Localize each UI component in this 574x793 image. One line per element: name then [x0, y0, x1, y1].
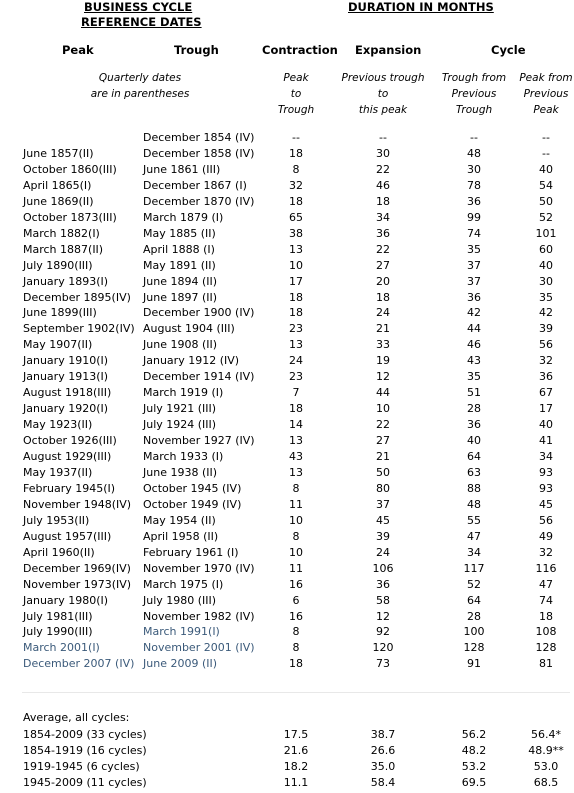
peak-cell: November 1948(IV) — [23, 497, 132, 511]
cycle-trough-cell: 55 — [467, 513, 481, 527]
contraction-cell: 43 — [289, 450, 303, 463]
contraction-cell: 18 — [289, 146, 303, 160]
cycle-trough-cell: 34 — [467, 545, 481, 559]
cycle-peak-cell: 18 — [539, 609, 553, 623]
expansion-cell: 39 — [376, 529, 390, 543]
expansion-cell: 92 — [376, 625, 390, 639]
trough-cell: December 1858 (IV) — [143, 146, 255, 160]
cycle-peak-cell: 50 — [539, 194, 553, 208]
expansion-cell: 22 — [376, 242, 390, 256]
contraction-cell: 18 — [289, 194, 303, 208]
expansion-cell: 26.6 — [370, 744, 396, 757]
average-row — [0, 775, 574, 791]
table-row — [0, 337, 574, 353]
cycle-trough-cell: 88 — [467, 481, 481, 495]
contraction-cell: 18 — [289, 290, 303, 304]
cycle-trough-cell: 63 — [467, 465, 481, 479]
averages-label: Average, all cycles: — [23, 711, 130, 724]
cycle-peak-cell: 30 — [539, 274, 553, 288]
trough-cell: June 1908 (II) — [143, 338, 218, 352]
table-row — [0, 130, 574, 146]
table-row — [0, 513, 574, 529]
expansion-cell: 45 — [376, 513, 390, 527]
table-row — [0, 481, 574, 497]
table-row — [0, 624, 574, 640]
contraction-cell: 16 — [289, 609, 303, 623]
cycle-trough-subheader: Trough from Previous Trough — [441, 72, 507, 116]
table-row — [0, 609, 574, 625]
average-label-cell: 1919-1945 (6 cycles) — [23, 760, 140, 773]
cycle-trough-cell: 43 — [467, 354, 481, 368]
peak-cell: July 1890(III) — [23, 258, 93, 272]
cycle-peak-cell: 81 — [539, 657, 553, 671]
cycle-trough-cell: 40 — [467, 434, 481, 448]
peak-cell: July 1953(II) — [23, 513, 90, 527]
trough-cell: June 1861 (III) — [143, 162, 221, 176]
cycle-peak-cell: 60 — [539, 242, 553, 256]
trough-cell: October 1949 (IV) — [143, 497, 242, 511]
peak-cell: March 1887(II) — [23, 242, 104, 256]
trough-cell: June 1938 (II) — [143, 465, 218, 479]
cycle-trough-cell: 37 — [467, 258, 481, 272]
trough-cell: December 1870 (IV) — [143, 194, 255, 208]
expansion-cell: 19 — [376, 354, 390, 368]
contraction-cell: 11 — [289, 497, 303, 511]
expansion-cell: 58 — [376, 593, 390, 607]
cycle-trough-cell: 56.2 — [461, 728, 487, 741]
trough-cell: June 1897 (II) — [143, 290, 218, 304]
peak-cell: January 1980(I) — [23, 593, 109, 607]
cycle-peak-cell: 68.5 — [533, 776, 559, 789]
table-row — [0, 465, 574, 481]
expansion-cell: 35.0 — [370, 760, 396, 773]
trough-cell: June 1894 (II) — [143, 274, 218, 288]
trough-cell: March 1975 (I) — [143, 577, 224, 591]
contraction-cell: 7 — [292, 386, 300, 400]
contraction-cell: 18 — [289, 306, 303, 320]
cycle-trough-cell: 64 — [467, 450, 481, 463]
cycle-peak-cell: 54 — [539, 178, 553, 192]
peak-cell: April 1865(I) — [23, 178, 92, 192]
trough-cell: December 1867 (I) — [143, 178, 247, 192]
cycle-peak-cell: 56.4* — [531, 728, 561, 741]
average-row — [0, 727, 574, 743]
trough-cell: March 1991(I) — [143, 625, 220, 639]
cycle-trough-cell: 30 — [467, 162, 481, 176]
cycle-peak-cell: 45 — [539, 497, 553, 511]
table-row — [0, 593, 574, 609]
expansion-cell: 120 — [372, 641, 394, 655]
cycle-peak-cell: 67 — [539, 386, 553, 400]
title-line-2: REFERENCE DATES — [81, 15, 202, 29]
contraction-cell: 6 — [292, 593, 300, 607]
peak-cell: December 1969(IV) — [23, 561, 131, 575]
peak-cell: December 2007 (IV) — [23, 657, 135, 671]
contraction-cell: 13 — [289, 465, 303, 479]
expansion-cell: 58.4 — [370, 776, 396, 789]
contraction-cell: 21.6 — [283, 744, 309, 757]
quarterly-note: Quarterly dates are in parentheses — [90, 72, 190, 100]
cycle-trough-cell: 44 — [467, 322, 481, 336]
peak-cell: October 1873(III) — [23, 210, 117, 224]
cycle-peak-cell: 32 — [539, 354, 553, 368]
cycle-trough-cell: 36 — [467, 194, 481, 208]
table-row — [0, 146, 574, 162]
expansion-cell: 38.7 — [370, 728, 396, 741]
trough-cell: May 1891 (II) — [143, 258, 216, 272]
trough-cell: July 1921 (III) — [143, 402, 217, 416]
trough-cell: December 1914 (IV) — [143, 370, 255, 384]
peak-cell: March 1882(I) — [23, 226, 100, 240]
cycle-peak-cell: 42 — [539, 306, 553, 320]
peak-cell: June 1869(II) — [23, 194, 94, 208]
expansion-cell: 24 — [376, 306, 390, 320]
expansion-cell: 22 — [376, 162, 390, 176]
cycle-trough-cell: 128 — [463, 641, 485, 655]
cycle-peak-cell: 116 — [535, 561, 557, 575]
contraction-cell: 13 — [289, 434, 303, 448]
expansion-cell: 20 — [376, 274, 390, 288]
contraction-cell: 18 — [289, 657, 303, 671]
expansion-cell: 18 — [376, 290, 390, 304]
table-row — [0, 258, 574, 274]
expansion-cell: 21 — [376, 322, 390, 336]
cycle-trough-cell: 51 — [467, 386, 481, 400]
cycle-peak-cell: 39 — [539, 322, 553, 336]
table-row — [0, 545, 574, 561]
contraction-cell: 8 — [292, 162, 300, 176]
expansion-cell: 21 — [376, 450, 390, 463]
table-row — [0, 529, 574, 545]
peak-cell: April 1960(II) — [23, 545, 95, 559]
contraction-cell: 24 — [289, 354, 303, 368]
peak-cell: June 1899(III) — [23, 306, 97, 320]
contraction-cell: 13 — [289, 242, 303, 256]
expansion-cell: 37 — [376, 497, 390, 511]
expansion-cell: 24 — [376, 545, 390, 559]
cycle-peak-cell: 17 — [539, 402, 553, 416]
expansion-cell: 106 — [372, 561, 394, 575]
cycle-trough-cell: 35 — [467, 370, 481, 384]
expansion-cell: 33 — [376, 338, 390, 352]
expansion-cell: 36 — [376, 226, 390, 240]
peak-header: Peak — [62, 43, 94, 57]
trough-cell: August 1904 (III) — [143, 322, 235, 336]
average-label-cell: 1854-1919 (16 cycles) — [23, 744, 147, 757]
peak-cell: July 1990(III) — [23, 625, 93, 639]
table-row — [0, 242, 574, 258]
duration-title: DURATION IN MONTHS — [348, 0, 494, 14]
cycle-trough-cell: 28 — [467, 402, 481, 416]
expansion-cell: 18 — [376, 194, 390, 208]
cycle-trough-cell: 53.2 — [461, 760, 487, 773]
cycle-trough-cell: 74 — [467, 226, 481, 240]
cycle-peak-cell: 36 — [539, 370, 553, 384]
expansion-cell: 27 — [376, 434, 390, 448]
cycle-trough-cell: 28 — [467, 609, 481, 623]
contraction-cell: 11 — [289, 561, 303, 575]
cycle-peak-cell: 40 — [539, 162, 553, 176]
cycle-peak-subheader: Peak from Previous Peak — [519, 72, 573, 116]
expansion-cell: 50 — [376, 465, 390, 479]
contraction-cell: 8 — [292, 625, 300, 639]
table-row — [0, 226, 574, 242]
table-row — [0, 290, 574, 306]
peak-cell: March 2001(I) — [23, 641, 100, 655]
contraction-cell: 38 — [289, 226, 303, 240]
cycle-peak-cell: 128 — [535, 641, 557, 655]
cycle-peak-cell: 32 — [539, 545, 553, 559]
expansion-header: Expansion — [355, 43, 422, 57]
contraction-cell: 13 — [289, 338, 303, 352]
table-row — [0, 433, 574, 449]
contraction-cell: 14 — [289, 418, 303, 432]
table-divider — [22, 692, 570, 693]
trough-cell: October 1945 (IV) — [143, 481, 242, 495]
peak-cell: August 1957(III) — [23, 529, 112, 543]
expansion-cell: 30 — [376, 146, 390, 160]
cycle-peak-cell: 53.0 — [533, 760, 559, 773]
peak-cell: October 1926(III) — [23, 434, 117, 448]
table-row — [0, 640, 574, 656]
contraction-cell: 23 — [289, 370, 303, 384]
expansion-cell: 36 — [376, 577, 390, 591]
contraction-cell: 18.2 — [283, 760, 309, 773]
cycle-peak-cell: 40 — [539, 418, 553, 432]
peak-cell: June 1857(II) — [23, 146, 94, 160]
cycle-trough-cell: 99 — [467, 210, 481, 224]
title-line-1: BUSINESS CYCLE — [84, 0, 193, 14]
cycle-trough-cell: 47 — [467, 529, 481, 543]
contraction-cell: 8 — [292, 529, 300, 543]
table-row — [0, 369, 574, 385]
trough-cell: May 1885 (II) — [143, 226, 216, 240]
trough-cell: November 1982 (IV) — [143, 609, 255, 623]
trough-cell: March 1919 (I) — [143, 386, 224, 400]
cycle-trough-cell: 52 — [467, 577, 481, 591]
trough-cell: December 1900 (IV) — [143, 306, 255, 320]
contraction-cell: 10 — [289, 545, 303, 559]
trough-cell: July 1924 (III) — [143, 418, 217, 432]
peak-cell: September 1902(IV) — [23, 322, 135, 336]
cycle-trough-cell: 35 — [467, 242, 481, 256]
trough-cell: March 1933 (I) — [143, 450, 224, 463]
cycle-peak-cell: 35 — [539, 290, 553, 304]
cycle-trough-cell: 46 — [467, 338, 481, 352]
cycle-header: Cycle — [491, 43, 526, 57]
cycle-trough-cell: 100 — [463, 625, 485, 639]
cycle-trough-cell: 64 — [467, 593, 481, 607]
cycle-trough-cell: 48 — [467, 497, 481, 511]
trough-cell: April 1958 (II) — [143, 529, 219, 543]
table-row — [0, 305, 574, 321]
peak-cell: January 1913(I) — [23, 370, 109, 384]
contraction-cell: 17 — [289, 274, 303, 288]
contraction-cell: -- — [292, 131, 300, 144]
cycle-peak-cell: 93 — [539, 481, 553, 495]
table-row — [0, 385, 574, 401]
contraction-cell: 8 — [292, 481, 300, 495]
contraction-cell: 10 — [289, 258, 303, 272]
expansion-subheader: Previous trough to this peak — [341, 72, 425, 116]
expansion-cell: -- — [379, 131, 387, 144]
table-row — [0, 210, 574, 226]
trough-cell: June 2009 (II) — [143, 657, 218, 671]
cycle-peak-cell: 56 — [539, 513, 553, 527]
peak-cell: August 1918(III) — [23, 386, 112, 400]
table-row — [0, 497, 574, 513]
cycle-trough-cell: 37 — [467, 274, 481, 288]
table-row — [0, 194, 574, 210]
table-row — [0, 321, 574, 337]
peak-cell: October 1860(III) — [23, 162, 117, 176]
table-row — [0, 162, 574, 178]
cycle-peak-cell: 48.9** — [528, 744, 564, 757]
table-row — [0, 561, 574, 577]
expansion-cell: 46 — [376, 178, 390, 192]
expansion-cell: 22 — [376, 418, 390, 432]
average-label-cell: 1945-2009 (11 cycles) — [23, 776, 147, 789]
cycle-peak-cell: 108 — [535, 625, 557, 639]
table-row — [0, 401, 574, 417]
table-row — [0, 417, 574, 433]
expansion-cell: 27 — [376, 258, 390, 272]
expansion-cell: 12 — [376, 609, 390, 623]
table-row — [0, 178, 574, 194]
cycle-trough-cell: 69.5 — [461, 776, 487, 789]
trough-cell: November 2001 (IV) — [143, 641, 255, 655]
trough-cell: February 1961 (I) — [143, 545, 239, 559]
peak-cell: January 1910(I) — [23, 354, 109, 368]
cycle-trough-cell: 78 — [467, 178, 481, 192]
table-row — [0, 577, 574, 593]
trough-cell: April 1888 (I) — [143, 242, 215, 256]
contraction-cell: 16 — [289, 577, 303, 591]
contraction-cell: 32 — [289, 178, 303, 192]
contraction-header: Contraction — [262, 43, 338, 57]
average-label-cell: 1854-2009 (33 cycles) — [23, 728, 147, 741]
peak-cell: July 1981(III) — [23, 609, 93, 623]
table-row — [0, 274, 574, 290]
cycle-peak-cell: 49 — [539, 529, 553, 543]
cycle-trough-cell: 48 — [467, 146, 481, 160]
contraction-cell: 65 — [289, 210, 303, 224]
average-row — [0, 743, 574, 759]
contraction-cell: 17.5 — [283, 728, 309, 741]
trough-cell: January 1912 (IV) — [143, 354, 240, 368]
table-row — [0, 449, 574, 465]
peak-cell: May 1923(II) — [23, 418, 93, 432]
cycle-peak-cell: 101 — [535, 226, 557, 240]
cycle-peak-cell: 56 — [539, 338, 553, 352]
peak-cell: May 1907(II) — [23, 338, 93, 352]
average-row — [0, 759, 574, 775]
cycle-peak-cell: 52 — [539, 210, 553, 224]
cycle-peak-cell: -- — [542, 131, 550, 144]
trough-cell: November 1970 (IV) — [143, 561, 255, 575]
expansion-cell: 44 — [376, 386, 390, 400]
expansion-cell: 34 — [376, 210, 390, 224]
cycle-trough-cell: 48.2 — [461, 744, 487, 757]
peak-cell: May 1937(II) — [23, 465, 93, 479]
trough-cell: July 1980 (III) — [143, 593, 217, 607]
peak-cell: December 1895(IV) — [23, 290, 131, 304]
expansion-cell: 10 — [376, 402, 390, 416]
contraction-subheader: Peak to Trough — [277, 72, 315, 116]
cycle-peak-cell: 93 — [539, 465, 553, 479]
contraction-cell: 10 — [289, 513, 303, 527]
trough-header: Trough — [174, 43, 219, 57]
table-row — [0, 353, 574, 369]
peak-cell: January 1920(I) — [23, 402, 109, 416]
peak-cell: February 1945(I) — [23, 481, 116, 495]
cycle-peak-cell: 47 — [539, 577, 553, 591]
cycle-peak-cell: 74 — [539, 593, 553, 607]
trough-cell: May 1954 (II) — [143, 513, 216, 527]
contraction-cell: 11.1 — [283, 776, 309, 789]
contraction-cell: 23 — [289, 322, 303, 336]
peak-cell: January 1893(I) — [23, 274, 109, 288]
cycle-peak-cell: -- — [542, 146, 550, 160]
cycle-trough-cell: 91 — [467, 657, 481, 671]
peak-cell: August 1929(III) — [23, 450, 112, 463]
expansion-cell: 73 — [376, 657, 390, 671]
cycle-trough-cell: 117 — [463, 561, 485, 575]
trough-cell: November 1927 (IV) — [143, 434, 255, 448]
trough-cell: March 1879 (I) — [143, 210, 224, 224]
cycle-trough-cell: 36 — [467, 418, 481, 432]
expansion-cell: 12 — [376, 370, 390, 384]
peak-cell: November 1973(IV) — [23, 577, 132, 591]
expansion-cell: 80 — [376, 481, 390, 495]
contraction-cell: 8 — [292, 641, 300, 655]
cycle-trough-cell: -- — [470, 131, 478, 144]
table-row — [0, 656, 574, 672]
cycle-trough-cell: 36 — [467, 290, 481, 304]
contraction-cell: 18 — [289, 402, 303, 416]
cycle-peak-cell: 34 — [539, 450, 553, 463]
trough-cell: December 1854 (IV) — [143, 131, 255, 144]
cycle-peak-cell: 40 — [539, 258, 553, 272]
cycle-peak-cell: 41 — [539, 434, 553, 448]
cycle-trough-cell: 42 — [467, 306, 481, 320]
